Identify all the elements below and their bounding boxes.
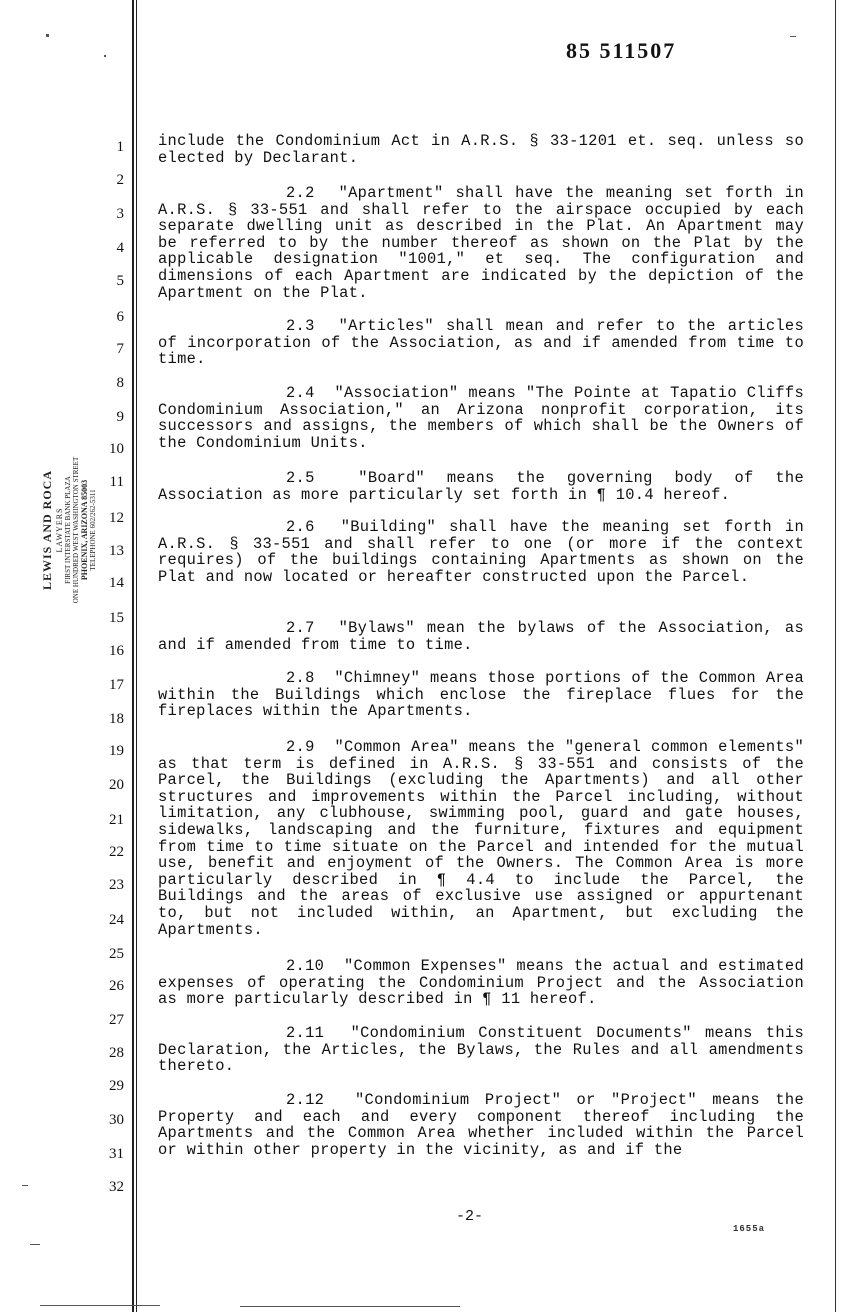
line-number: 32 bbox=[109, 1179, 124, 1195]
paragraph-continuation bbox=[158, 133, 804, 166]
paragraph-text: "Chimney" means those portions of the Common Area within the Buildings which enclose the fireplace flues for the fireplaces within the Apartments. bbox=[158, 669, 804, 721]
document-number: 85 511507 bbox=[566, 38, 677, 63]
scan-speck bbox=[790, 36, 796, 37]
line-number: 22 bbox=[109, 844, 124, 860]
line-number: 17 bbox=[109, 677, 124, 693]
section-number: 2.7 bbox=[286, 619, 315, 637]
line-number: 10 bbox=[109, 441, 124, 457]
section-number: 2.4 bbox=[286, 384, 315, 402]
line-number: 6 bbox=[116, 309, 124, 325]
line-number: 4 bbox=[116, 240, 124, 256]
line-number: 1 bbox=[116, 139, 124, 155]
paragraph-text: "Bylaws" mean the bylaws of the Association, as and if amended from time to time. bbox=[158, 619, 805, 654]
line-number: 21 bbox=[109, 812, 124, 828]
line-number: 20 bbox=[109, 777, 124, 793]
firm-name: LEWIS AND ROCA bbox=[40, 469, 54, 591]
paragraph-2-12 bbox=[158, 1092, 804, 1158]
paragraph-text: "Board" means the governing body of the Association as more particularly set forth in ¶ 10.4 hereof. bbox=[158, 469, 805, 504]
line-number: 12 bbox=[109, 510, 124, 526]
section-number: 2.9 bbox=[286, 738, 315, 756]
paragraph-text: "Building" shall have the meaning set forth in A.R.S. § 33-551 and shall refer to one (or more if the context requires) of the buildings containing Apartments as shown on the Plat and now located or hereafter constructed upon the Parcel. bbox=[158, 518, 804, 586]
paragraph-text: "Condominium Constituent Documents" means this Declaration, the Articles, the Bylaws, the Rules and all amendments thereto. bbox=[158, 1024, 804, 1076]
section-number: 2.11 bbox=[286, 1024, 325, 1042]
paragraph-text: "Common Area" means the "general common elements" as that term is defined in A.R.S. § 33-551 and consists of the Parcel, the Buildings (excluding the Apartments) and all other structures and improvements within the Parcel including, without limitation, any clubhouse, swimming pool, guard and gate houses, sidewalks, landscaping and the furniture, fixtures and equipment from time to time situate on the Parcel and intended for the mutual use, benefit and enjoyment of the Owners. The Common Area is more particularly described in ¶ 4.4 to include the Parcel, the Buildings and the areas of exclusive use assigned or appurtenant to, but not included within, an Apartment, but excluding the Apartments. bbox=[158, 738, 804, 939]
line-number: 3 bbox=[116, 206, 124, 222]
paragraph-2-11 bbox=[158, 1025, 804, 1075]
paragraph-text: "Apartment" shall have the meaning set forth in A.R.S. § 33-551 and shall refer to the airspace occupied by each separate dwelling unit as described in the Plat. An Apartment may be referred to by the number thereof as shown on the Plat by the applicable designation "1001," et seq. The configuration and dimensions of each Apartment are indicated by the depiction of the Apartment on the Plat. bbox=[158, 184, 805, 302]
paragraph-2-10 bbox=[158, 958, 804, 1008]
paragraph-text: include the Condominium Act in A.R.S. § 33-1201 et. seq. unless so elected by Declarant. bbox=[158, 132, 804, 167]
left-margin-rule-inner bbox=[136, 0, 137, 1312]
firm-role: LAWYERS bbox=[55, 507, 64, 553]
right-margin-rule bbox=[835, 0, 836, 1312]
paragraph-text: "Condominium Project" or "Project" means the Property and each and every component thereof including the Apartments and the Common Area whether included within the Parcel or within other property in the vicinity, as and if the bbox=[158, 1091, 804, 1159]
line-number: 24 bbox=[109, 912, 124, 928]
firm-building: FIRST INTERSTATE BANK PLAZA bbox=[64, 476, 72, 584]
paragraph-text: "Articles" shall mean and refer to the articles of incorporation of the Association, as and if amended from time to time. bbox=[158, 317, 805, 369]
paragraph-2-4 bbox=[158, 385, 804, 451]
scan-speck bbox=[104, 55, 106, 57]
line-number: 16 bbox=[109, 643, 124, 659]
section-number: 2.8 bbox=[286, 669, 315, 687]
scan-speck bbox=[22, 1185, 28, 1186]
page-number: -2- bbox=[456, 1208, 484, 1225]
line-number: 5 bbox=[116, 273, 124, 289]
scan-speck bbox=[40, 1305, 160, 1306]
line-number: 7 bbox=[116, 341, 124, 357]
paragraph-2-9 bbox=[158, 739, 804, 938]
paragraph-2-6 bbox=[158, 519, 804, 585]
line-number: 31 bbox=[109, 1146, 124, 1162]
line-number: 19 bbox=[109, 743, 124, 759]
firm-city: PHOENIX, ARIZONA 85003 bbox=[80, 479, 89, 581]
line-number: 9 bbox=[116, 409, 124, 425]
line-number: 2 bbox=[116, 172, 124, 188]
paragraph-text: "Association" means "The Pointe at Tapatio Cliffs Condominium Association," an Arizona nonprofit corporation, its successors and assigns, the members of which shall be the Owners of the Condominium Units. bbox=[158, 384, 804, 452]
firm-street: ONE HUNDRED WEST WASHINGTON STREET bbox=[72, 456, 80, 604]
scan-speck bbox=[30, 1244, 40, 1245]
scan-speck bbox=[46, 34, 49, 37]
section-number: 2.3 bbox=[286, 317, 315, 335]
line-number: 11 bbox=[109, 474, 124, 490]
line-number: 29 bbox=[109, 1078, 124, 1094]
paragraph-2-3 bbox=[158, 318, 804, 368]
line-number: 8 bbox=[116, 375, 124, 391]
paragraph-text: "Common Expenses" means the actual and estimated expenses of operating the Condominium Project and the Association as more particularly described in ¶ 11 hereof. bbox=[158, 957, 804, 1009]
firm-telephone: TELEPHONE 602/262-5311 bbox=[89, 489, 97, 571]
section-number: 2.12 bbox=[286, 1091, 325, 1109]
line-number: 25 bbox=[109, 946, 124, 962]
line-number: 27 bbox=[109, 1012, 124, 1028]
document-stamp: 1655a bbox=[733, 1224, 766, 1234]
line-number: 13 bbox=[109, 543, 124, 559]
line-number: 18 bbox=[109, 711, 124, 727]
paragraph-2-5 bbox=[158, 470, 804, 503]
law-firm-sidebar bbox=[40, 370, 97, 690]
line-number: 26 bbox=[109, 978, 124, 994]
line-number: 28 bbox=[109, 1045, 124, 1061]
left-margin-rule bbox=[132, 0, 134, 1312]
paragraph-2-8 bbox=[158, 670, 804, 720]
section-number: 2.5 bbox=[286, 469, 315, 487]
line-number: 14 bbox=[109, 575, 124, 591]
line-number: 23 bbox=[109, 877, 124, 893]
section-number: 2.6 bbox=[286, 518, 315, 536]
section-number: 2.2 bbox=[286, 184, 315, 202]
line-number: 15 bbox=[109, 610, 124, 626]
paragraph-2-7 bbox=[158, 620, 804, 653]
paragraph-2-2 bbox=[158, 185, 804, 301]
section-number: 2.10 bbox=[286, 957, 325, 975]
scan-speck bbox=[240, 1306, 460, 1307]
line-number: 30 bbox=[109, 1112, 124, 1128]
